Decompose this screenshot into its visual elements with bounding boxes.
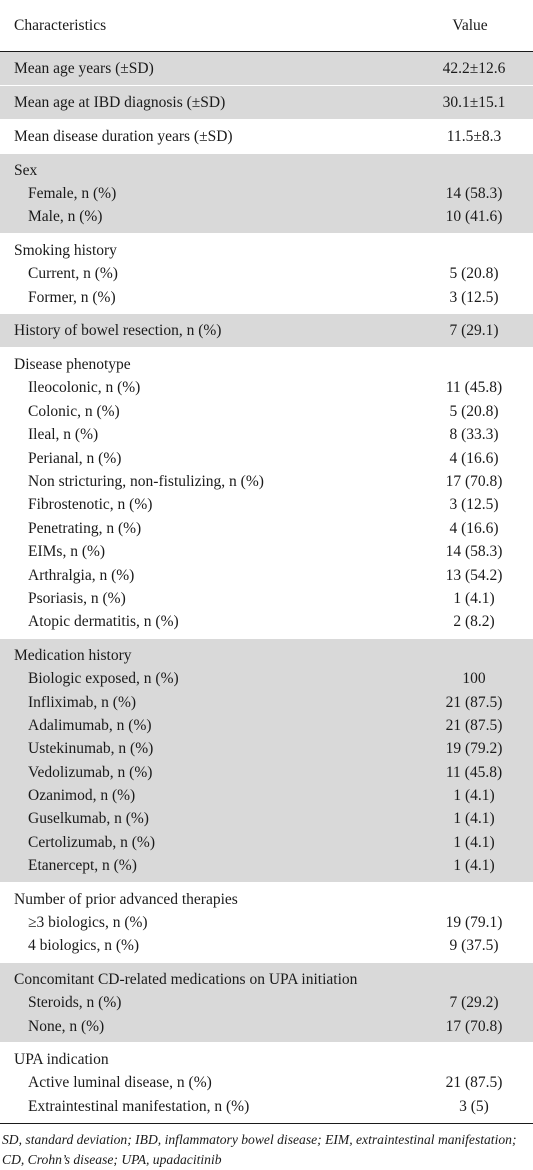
row-value: 14 (58.3) xyxy=(445,543,503,561)
group-title: UPA indication xyxy=(14,1050,109,1068)
table-row xyxy=(0,470,533,493)
table-row xyxy=(0,206,533,229)
row-group xyxy=(0,52,533,86)
row-group xyxy=(0,154,533,234)
row-group xyxy=(0,86,533,120)
table-row xyxy=(0,855,533,878)
row-label: Male, n (%) xyxy=(28,208,103,226)
table-row xyxy=(0,667,533,690)
group-title-row xyxy=(0,353,533,376)
row-label: Steroids, n (%) xyxy=(28,994,122,1012)
group-title: Sex xyxy=(14,161,38,179)
row-value: 21 (87.5) xyxy=(445,716,503,734)
group-title-row xyxy=(0,239,533,262)
table-row xyxy=(0,91,533,115)
row-value: 2 (8.2) xyxy=(453,613,495,631)
table-row xyxy=(0,182,533,205)
table-row xyxy=(0,564,533,587)
row-value: 5 (20.8) xyxy=(449,265,499,283)
row-label: Biologic exposed, n (%) xyxy=(28,670,179,688)
row-label: Fibrostenotic, n (%) xyxy=(28,496,153,514)
table-row xyxy=(0,911,533,934)
row-value: 11 (45.8) xyxy=(445,379,503,397)
table-row xyxy=(0,517,533,540)
group-title: Smoking history xyxy=(14,241,117,259)
table-row xyxy=(0,935,533,958)
row-value: 3 (12.5) xyxy=(449,288,499,306)
row-label: Ileocolonic, n (%) xyxy=(28,379,141,397)
table-row xyxy=(0,831,533,854)
group-title-row xyxy=(0,888,533,911)
row-label: Non stricturing, non-fistulizing, n (%) xyxy=(28,472,264,490)
table-row xyxy=(0,540,533,563)
row-group xyxy=(0,234,533,314)
row-group xyxy=(0,120,533,154)
row-value: 11 (45.8) xyxy=(445,763,503,781)
row-value: 21 (87.5) xyxy=(445,693,503,711)
row-label: Current, n (%) xyxy=(28,265,118,283)
row-label: Vedolizumab, n (%) xyxy=(28,763,153,781)
header-characteristics: Characteristics xyxy=(14,16,107,34)
row-group xyxy=(0,883,533,963)
row-value: 1 (4.1) xyxy=(453,589,495,607)
table-row xyxy=(0,377,533,400)
table-row xyxy=(0,125,533,149)
row-label: 4 biologics, n (%) xyxy=(28,937,140,955)
table-row xyxy=(0,1095,533,1118)
row-value: 19 (79.1) xyxy=(445,914,503,932)
row-group xyxy=(0,348,533,639)
table-row xyxy=(0,992,533,1015)
row-label: History of bowel resection, n (%) xyxy=(14,322,222,340)
table-row xyxy=(0,587,533,610)
table-row xyxy=(0,691,533,714)
row-value: 14 (58.3) xyxy=(445,185,503,203)
group-title: Disease phenotype xyxy=(14,356,131,374)
row-value: 9 (37.5) xyxy=(449,937,499,955)
row-label: Ustekinumab, n (%) xyxy=(28,740,154,758)
group-title-row xyxy=(0,968,533,991)
table-row xyxy=(0,738,533,761)
table-row xyxy=(0,286,533,309)
row-value: 13 (54.2) xyxy=(445,566,503,584)
table-row xyxy=(0,494,533,517)
row-value: 42.2±12.6 xyxy=(442,60,506,77)
table-body xyxy=(0,52,533,1123)
table-row xyxy=(0,319,533,343)
table-header xyxy=(0,0,533,52)
header-value: Value xyxy=(452,16,488,34)
row-label: Ozanimod, n (%) xyxy=(28,787,136,805)
row-label: Arthralgia, n (%) xyxy=(28,566,135,584)
row-value: 21 (87.5) xyxy=(445,1074,503,1092)
row-value: 1 (4.1) xyxy=(453,857,495,875)
row-label: EIMs, n (%) xyxy=(28,543,106,561)
table-row xyxy=(0,447,533,470)
table-row xyxy=(0,611,533,634)
row-label: Extraintestinal manifestation, n (%) xyxy=(28,1097,250,1115)
group-title-row xyxy=(0,644,533,667)
row-label: Atopic dermatitis, n (%) xyxy=(28,613,179,631)
group-title: Medication history xyxy=(14,646,132,664)
table-row xyxy=(0,808,533,831)
row-label: Mean age at IBD diagnosis (±SD) xyxy=(14,94,226,111)
table-row xyxy=(0,424,533,447)
row-value: 1 (4.1) xyxy=(453,833,495,851)
row-label: Former, n (%) xyxy=(28,288,116,306)
row-group xyxy=(0,1043,533,1123)
row-label: None, n (%) xyxy=(28,1017,105,1035)
table-row xyxy=(0,57,533,81)
group-title-row xyxy=(0,159,533,182)
row-label: Ileal, n (%) xyxy=(28,426,99,444)
row-label: Etanercept, n (%) xyxy=(28,857,137,875)
group-title: Number of prior advanced therapies xyxy=(14,890,238,908)
row-label: ≥3 biologics, n (%) xyxy=(28,914,148,932)
row-label: Mean disease duration years (±SD) xyxy=(14,128,233,145)
row-group xyxy=(0,639,533,883)
row-value: 4 (16.6) xyxy=(449,519,499,537)
row-value: 10 (41.6) xyxy=(445,208,503,226)
row-label: Certolizumab, n (%) xyxy=(28,833,155,851)
row-value: 4 (16.6) xyxy=(449,449,499,467)
table-footnote: SD, standard deviation; IBD, inflammatory bowel disease; EIM, extraintestinal manifestation; CD, Crohn’s disease; UPA, upadacitinib xyxy=(0,1123,533,1170)
row-label: Female, n (%) xyxy=(28,185,117,203)
table-row xyxy=(0,263,533,286)
row-value: 1 (4.1) xyxy=(453,810,495,828)
table-row xyxy=(0,1015,533,1038)
table-row xyxy=(0,761,533,784)
row-value: 30.1±15.1 xyxy=(442,94,506,111)
row-label: Colonic, n (%) xyxy=(28,402,120,420)
row-value: 11.5±8.3 xyxy=(446,128,502,145)
row-label: Mean age years (±SD) xyxy=(14,60,154,77)
row-value: 17 (70.8) xyxy=(445,472,503,490)
group-title-row xyxy=(0,1048,533,1071)
row-label: Penetrating, n (%) xyxy=(28,519,142,537)
row-value: 1 (4.1) xyxy=(453,787,495,805)
table-row xyxy=(0,714,533,737)
table-row xyxy=(0,400,533,423)
table-row xyxy=(0,1072,533,1095)
row-value: 100 xyxy=(462,670,486,688)
row-value: 3 (12.5) xyxy=(449,496,499,514)
row-label: Infliximab, n (%) xyxy=(28,693,137,711)
group-title: Concomitant CD-related medications on UPA initiation xyxy=(14,970,358,988)
row-value: 3 (5) xyxy=(459,1097,489,1115)
row-label: Perianal, n (%) xyxy=(28,449,122,467)
row-label: Psoriasis, n (%) xyxy=(28,589,126,607)
row-value: 7 (29.1) xyxy=(449,322,499,340)
row-label: Adalimumab, n (%) xyxy=(28,716,152,734)
row-value: 8 (33.3) xyxy=(449,426,499,444)
table-row xyxy=(0,784,533,807)
row-group xyxy=(0,314,533,348)
row-value: 5 (20.8) xyxy=(449,402,499,420)
row-value: 7 (29.2) xyxy=(449,994,499,1012)
row-label: Guselkumab, n (%) xyxy=(28,810,149,828)
row-value: 17 (70.8) xyxy=(445,1017,503,1035)
row-group xyxy=(0,963,533,1043)
row-label: Active luminal disease, n (%) xyxy=(28,1074,212,1092)
row-value: 19 (79.2) xyxy=(445,740,503,758)
